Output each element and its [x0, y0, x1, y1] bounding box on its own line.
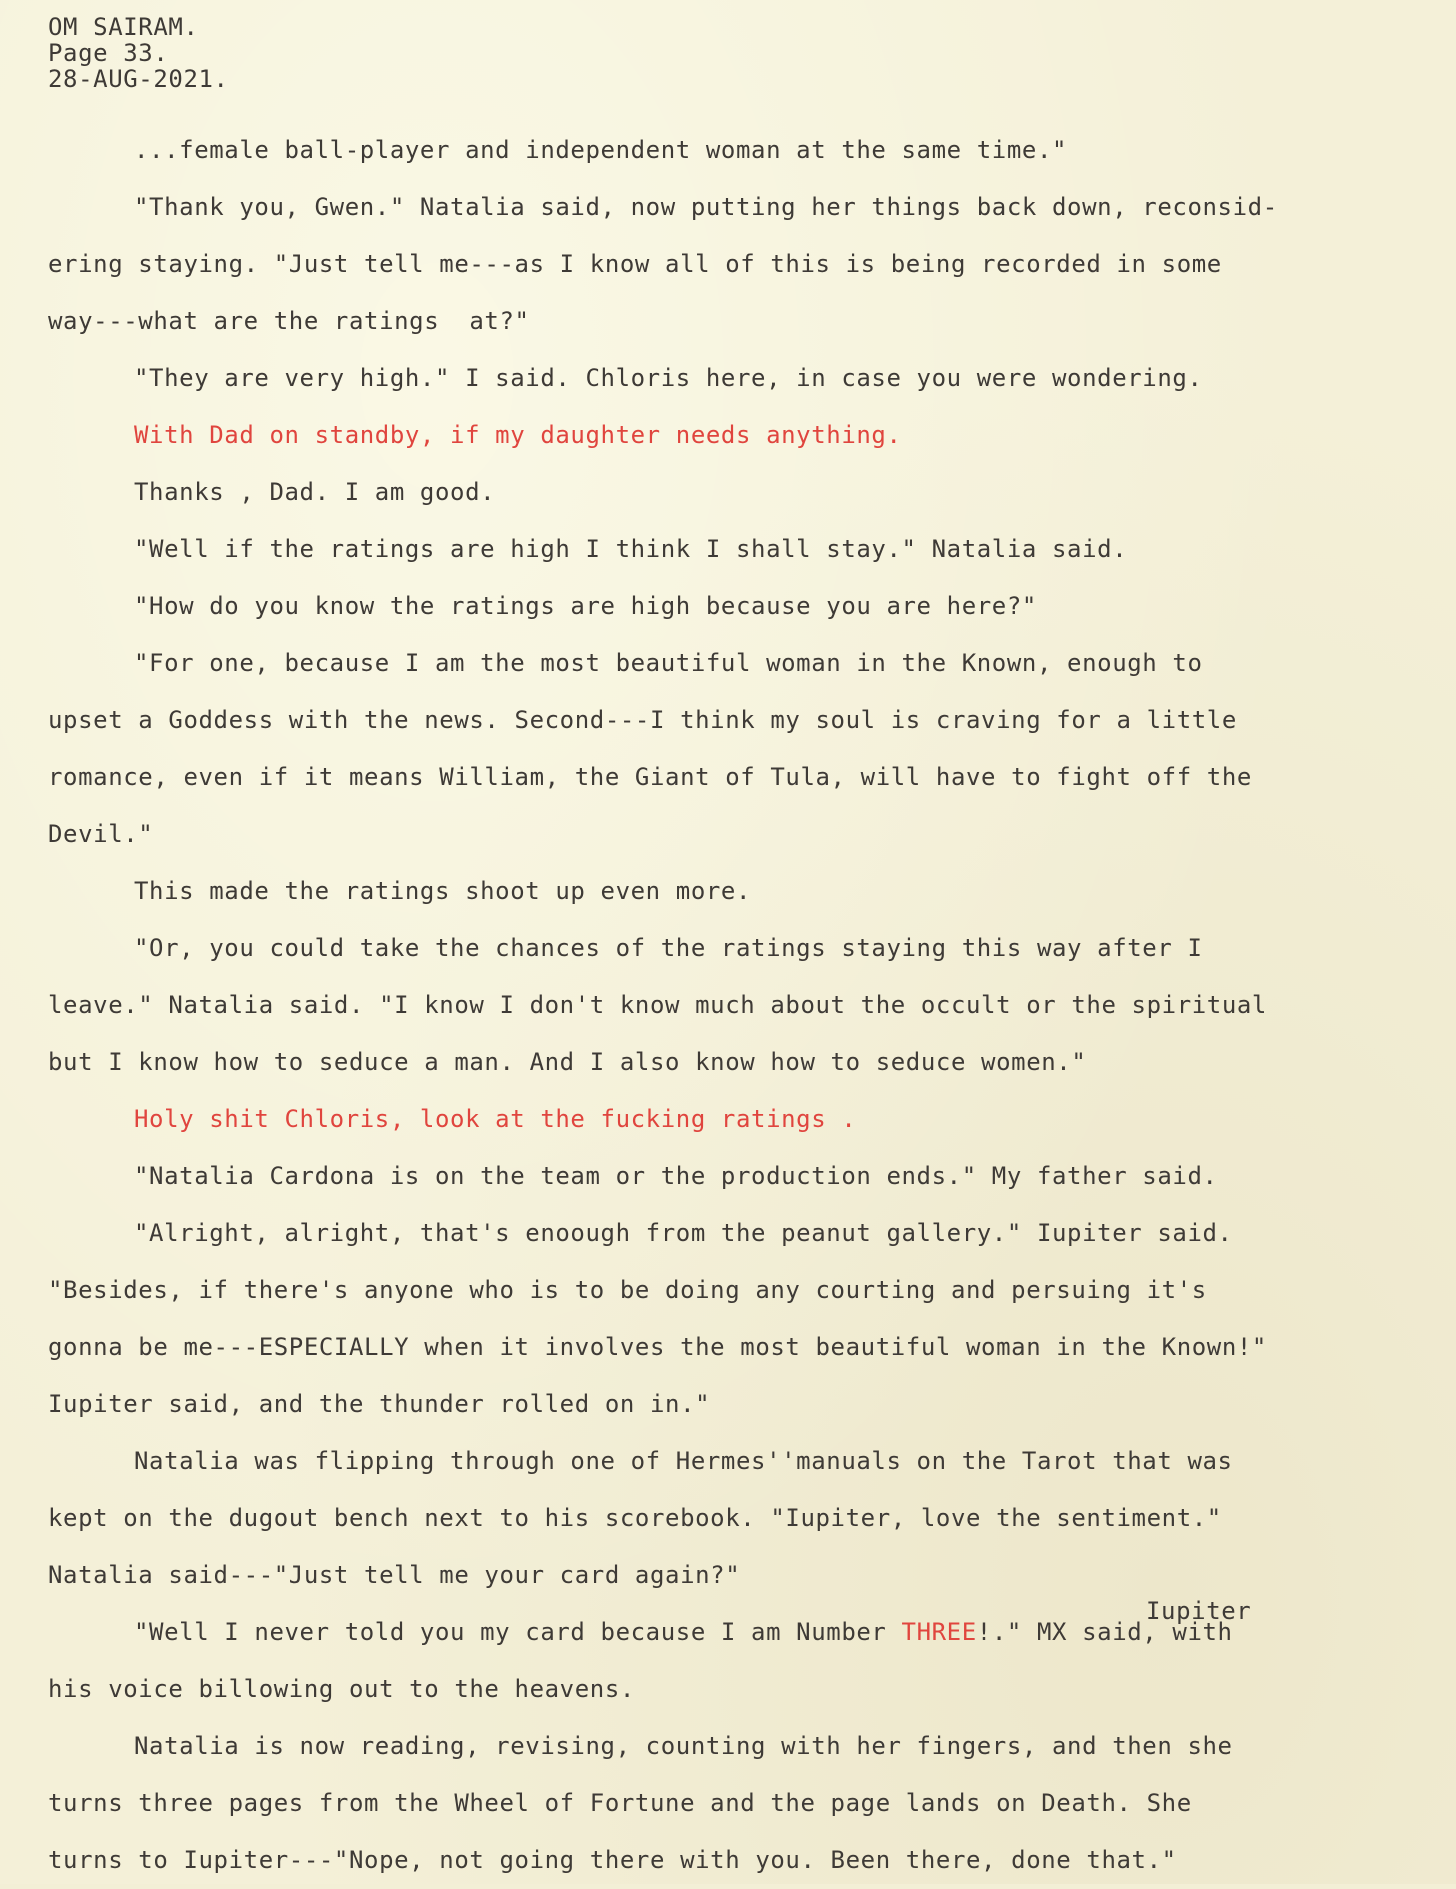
text-line: romance, even if it means William, the Giant of Tula, will have to fight off the — [48, 763, 1252, 791]
text-line: turns to Iupiter---"Nope, not going there with you. Been there, done that." — [48, 1846, 1177, 1874]
header-om-sairam: OM SAIRAM. — [48, 13, 199, 41]
text-line: ering staying. "Just tell me---as I know all of this is being recorded in some — [48, 250, 1222, 278]
text-line: his voice billowing out to the heavens. — [48, 1675, 635, 1703]
text-line: "Thank you, Gwen." Natalia said, now putting her things back down, reconsid- — [134, 193, 1278, 221]
text-line: "Well if the ratings are high I think I shall stay." Natalia said. — [134, 535, 1128, 563]
text-line: leave." Natalia said. "I know I don't know much about the occult or the spiritual — [48, 991, 1267, 1019]
header-page-number: Page 33. — [48, 39, 169, 67]
text-line: Natalia said---"Just tell me your card again?" — [48, 1561, 741, 1589]
handwritten-insertion: Iupiter — [1146, 1597, 1252, 1625]
body-text — [48, 122, 1438, 1889]
text-line: Iupiter said, and the thunder rolled on in." — [48, 1390, 711, 1418]
page-header — [48, 14, 1438, 92]
text-line: "They are very high." I said. Chloris here, in case you were wondering. — [134, 364, 1203, 392]
text-line: With Dad on standby, if my daughter needs anything. — [134, 421, 902, 449]
text-line: upset a Goddess with the news. Second---I think my soul is craving for a little — [48, 706, 1237, 734]
text-line: "Natalia Cardona is on the team or the production ends." My father said. — [134, 1162, 1218, 1190]
line-segment: "Well I never told you my card because I am Number — [134, 1618, 902, 1646]
text-line: turns three pages from the Wheel of Fortune and the page lands on Death. She — [48, 1789, 1192, 1817]
text-line: Natalia is now reading, revising, counting with her fingers, and then she — [134, 1732, 1233, 1760]
text-line: but I know how to seduce a man. And I also know how to seduce women." — [48, 1048, 1087, 1076]
text-line: Natalia was flipping through one of Hermes''manuals on the Tarot that was — [134, 1447, 1233, 1475]
text-line: kept on the dugout bench next to his scorebook. "Iupiter, love the sentiment." — [48, 1504, 1222, 1532]
header-date: 28-AUG-2021. — [48, 65, 229, 93]
text-line: way---what are the ratings at?" — [48, 307, 530, 335]
text-line — [48, 1604, 1438, 1661]
text-line: "For one, because I am the most beautiful woman in the Known, enough to — [134, 649, 1203, 677]
red-word: THREE — [901, 1618, 977, 1646]
text-line: Holy shit Chloris, look at the fucking ratings . — [134, 1105, 857, 1133]
text-line: "Alright, alright, that's enoough from the peanut gallery." Iupiter said. — [134, 1219, 1233, 1247]
line-segment: !." MX said, with — [976, 1618, 1233, 1646]
text-line: Devil." — [48, 820, 154, 848]
text-line: Thanks , Dad. I am good. — [134, 478, 496, 506]
text-line: "How do you know the ratings are high because you are here?" — [134, 592, 1037, 620]
text-line: This made the ratings shoot up even more. — [134, 877, 752, 905]
text-line: "Besides, if there's anyone who is to be doing any courting and persuing it's — [48, 1276, 1207, 1304]
text-line: "Or, you could take the chances of the ratings staying this way after I — [134, 934, 1203, 962]
text-line: gonna be me---ESPECIALLY when it involves the most beautiful woman in the Known!" — [48, 1333, 1267, 1361]
text-line: ...female ball-player and independent woman at the same time." — [134, 136, 1068, 164]
document-body — [48, 14, 1438, 1889]
